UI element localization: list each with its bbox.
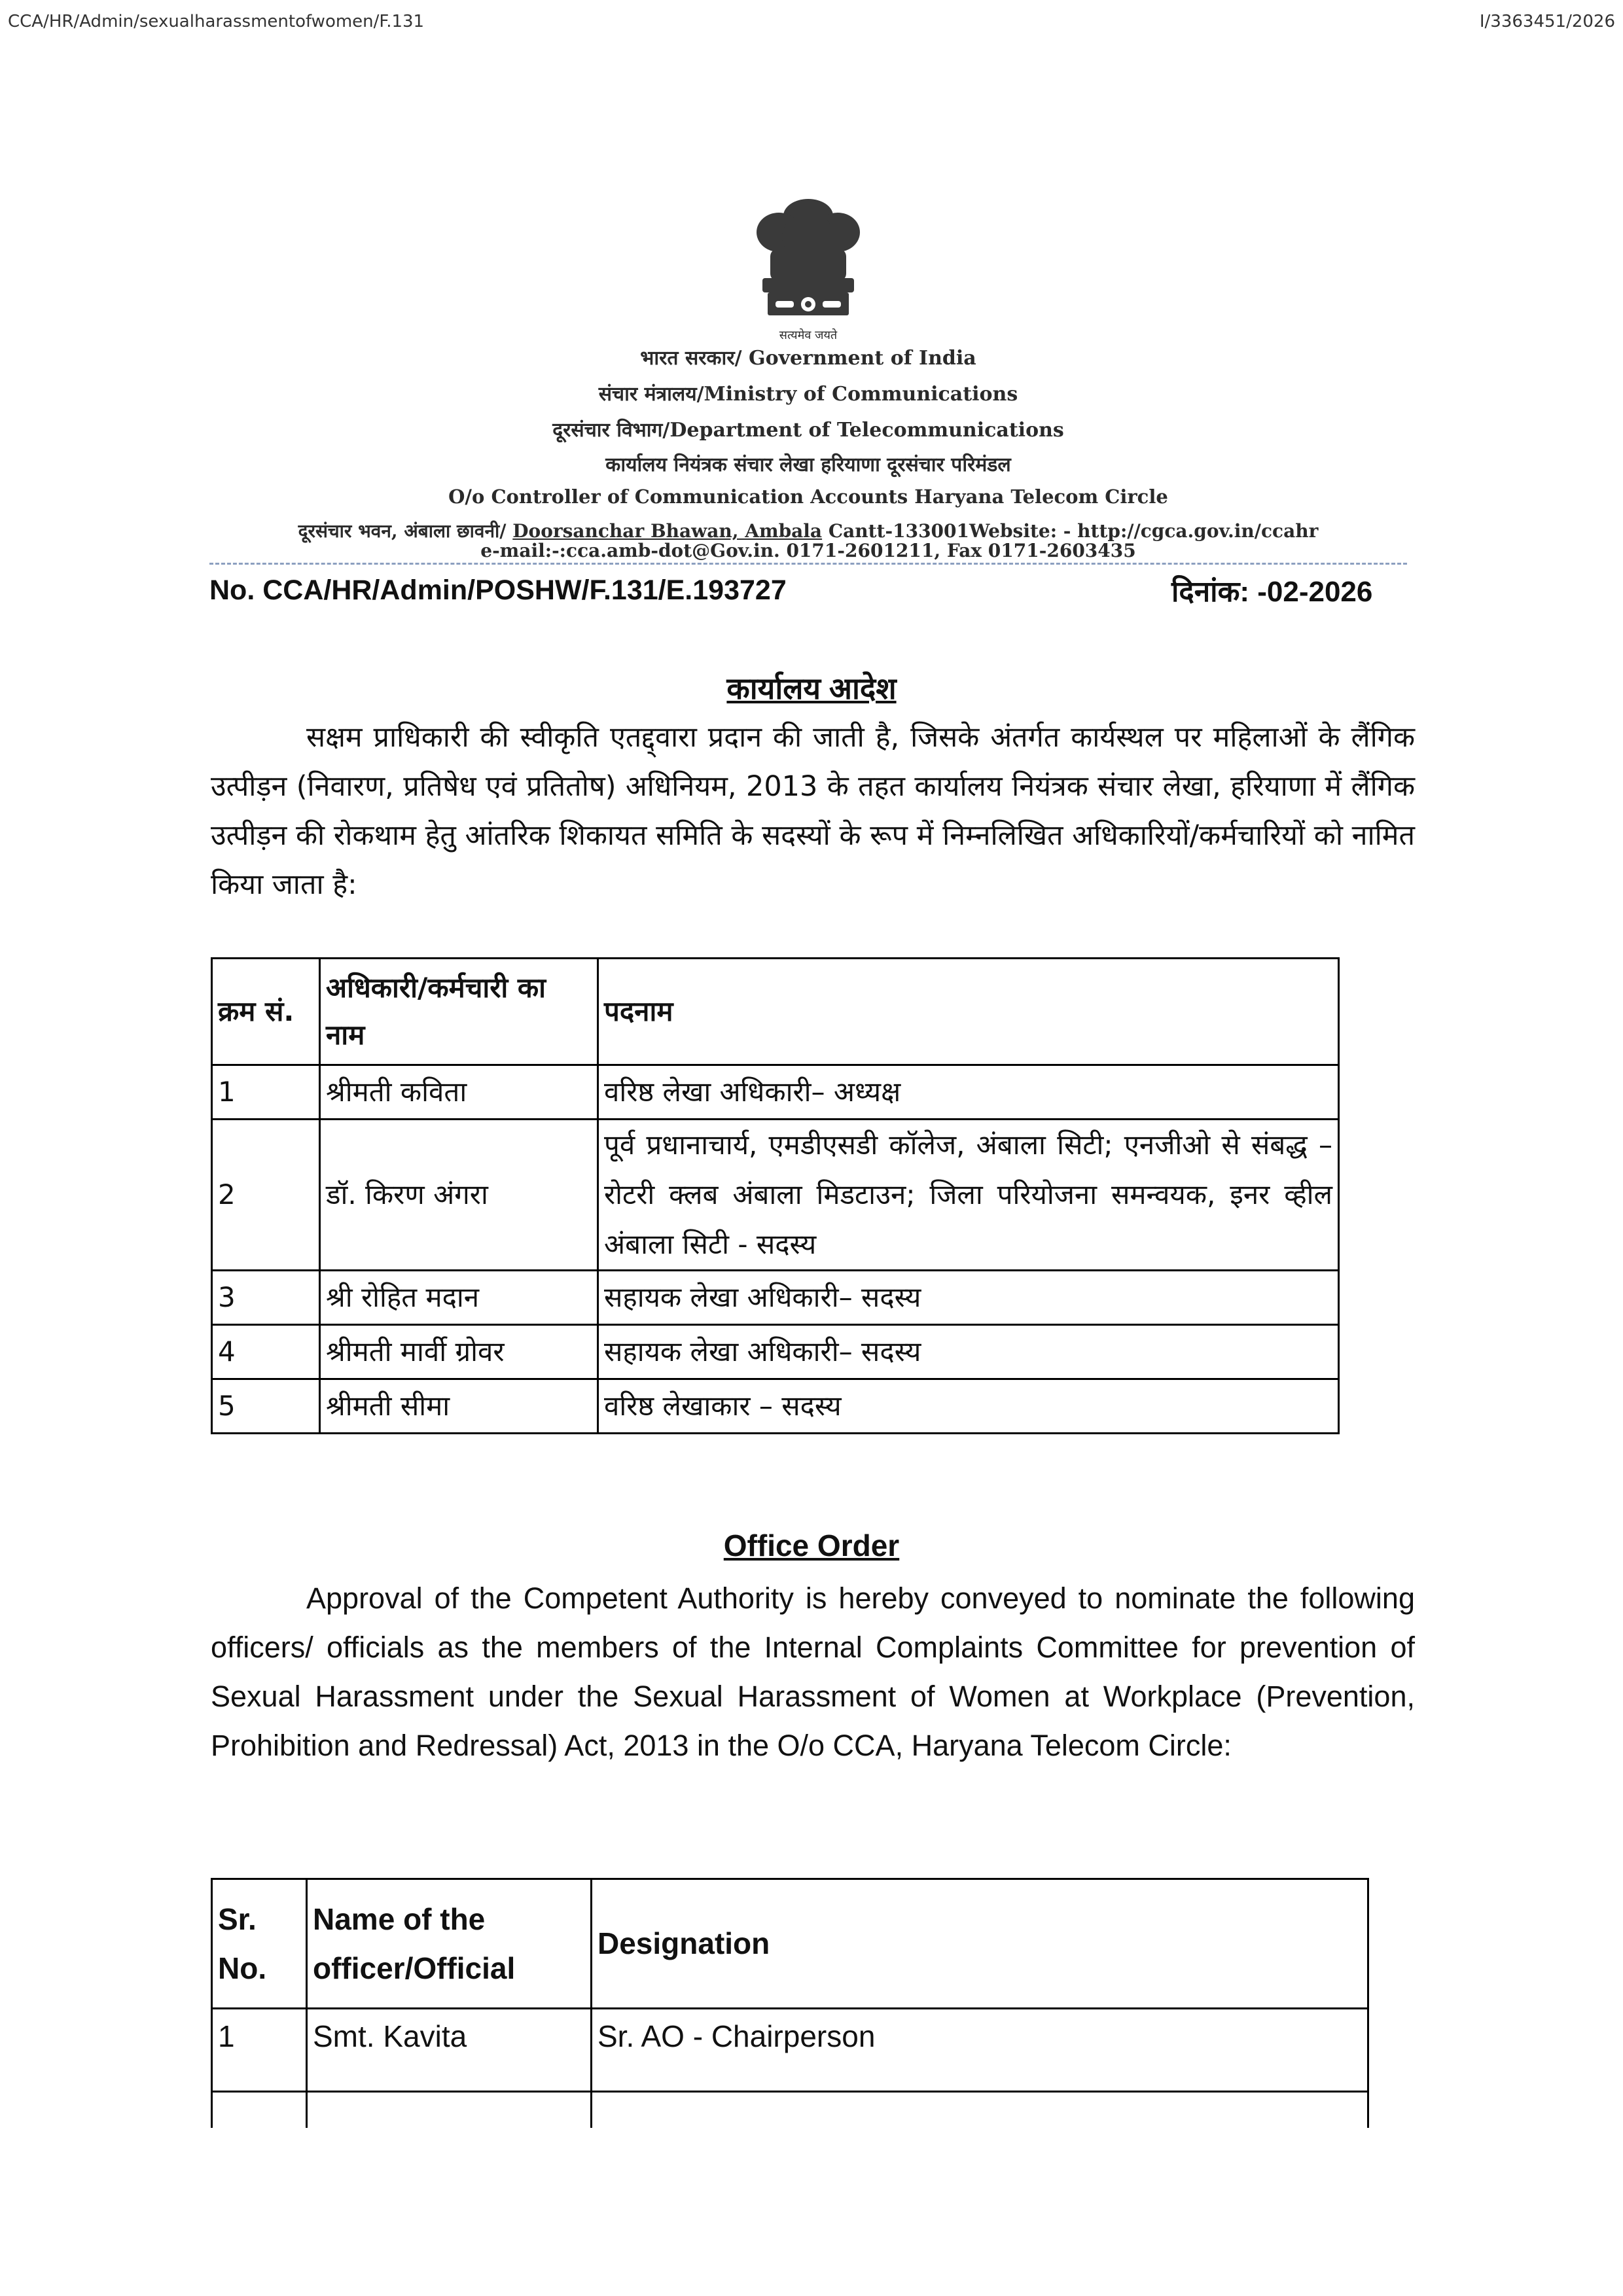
letterhead-office-english: O/o Controller of Communication Accounts Haryana Telecom Circle (448, 486, 1168, 508)
designation-cell: पूर्व प्रधानाचार्य, एमडीएसडी कॉलेज, अंबाला सिटी; एनजीओ से संबद्ध – रोटरी क्लब अंबाला मिडटाउन; जिला परियोजना समन्वयक, इनर व्हील अंबाला सिटी - सदस्य (598, 1120, 1339, 1271)
name-cell: श्रीमती कविता (320, 1065, 598, 1120)
designation-cell: सहायक लेखा अधिकारी– सदस्य (598, 1271, 1339, 1325)
table-row (212, 2009, 1368, 2092)
column-header: Name of the officer/Official (307, 1879, 592, 2009)
file-reference: CCA/HR/Admin/sexualharassmentofwomen/F.131 (8, 12, 425, 31)
letterhead-department: दूरसंचार विभाग/Department of Telecommunications (552, 419, 1064, 442)
column-header: Sr. No. (212, 1879, 307, 2009)
sr-cell: 2 (212, 1120, 320, 1271)
address-link: Doorsanchar Bhawan, Ambala (512, 520, 823, 542)
sr-cell: 3 (212, 1271, 320, 1325)
hindi-committee-table (211, 957, 1340, 1434)
letterhead-office-hindi: कार्यालय नियंत्रक संचार लेखा हरियाणा दूरसंचार परिमंडल (605, 453, 1011, 476)
designation-cell: Sr. AO - Chairperson (592, 2009, 1368, 2092)
empty-cell (592, 2092, 1368, 2128)
column-header: Designation (592, 1879, 1368, 2009)
hindi-paragraph: सक्षम प्राधिकारी की स्वीकृति एतद्द्वारा प्रदान की जाती है, जिसके अंतर्गत कार्यस्थल पर महिलाओं के लैंगिक उत्पीड़न (निवारण, प्रतिषेध एवं प्रतितोष) अधिनियम, 2013 के तहत कार्यालय नियंत्रक संचार लेखा, हरियाणा में लैंगिक उत्पीड़न की रोकथाम हेतु आंतरिक शिकायत समिति के सदस्यों के रूप में निम्नलिखित अधिकारियों/कर्मचारियों को नामित किया जाता है: (211, 721, 1415, 901)
english-heading: Office Order (723, 1528, 900, 1563)
hindi-heading: कार्यालय आदेश (726, 671, 897, 705)
table-row (212, 1325, 1339, 1379)
name-cell: श्रीमती मार्वी ग्रोवर (320, 1325, 598, 1379)
english-paragraph: Approval of the Competent Authority is hereby conveyed to nominate the following officers/ officials as the members of the Internal Complaints Committee for prevention of Sexual Harassment under the Sexual Harassment of Women at Workplace (Prevention, Prohibition and Redressal) Act, 2013 in the O/o CCA, Haryana Telecom Circle: (211, 1581, 1415, 1762)
emblem-motto: सत्यमेव जयते (779, 328, 838, 342)
sr-cell: 4 (212, 1325, 320, 1379)
document-id: I/3363451/2026 (1479, 12, 1615, 31)
letterhead-ministry: संचार मंत्रालय/Ministry of Communications (598, 383, 1018, 406)
table-row (212, 1379, 1339, 1434)
table-row-continued (212, 2092, 1368, 2128)
column-header: क्रम सं. (212, 959, 320, 1065)
address-website: Cantt-133001Website: - http://cgca.gov.in/ccahr (822, 520, 1319, 542)
table-row (212, 1065, 1339, 1120)
letterhead (209, 196, 1407, 563)
table-row (212, 1271, 1339, 1325)
designation-cell: वरिष्ठ लेखा अधिकारी– अध्यक्ष (598, 1065, 1339, 1120)
name-cell: Smt. Kavita (307, 2009, 592, 2092)
designation-cell: वरिष्ठ लेखाकार – सदस्य (598, 1379, 1339, 1434)
empty-cell (307, 2092, 592, 2128)
table-header-row (212, 1879, 1368, 2009)
letterhead-divider (209, 563, 1407, 565)
column-header: अधिकारी/कर्मचारी का नाम (320, 959, 598, 1065)
name-cell: डॉ. किरण अंगरा (320, 1120, 598, 1271)
sr-cell: 1 (212, 2009, 307, 2092)
table-row (212, 1120, 1339, 1271)
column-header: पदनाम (598, 959, 1339, 1065)
order-date: दिनांक: -02-2026 (1171, 576, 1373, 608)
ashoka-emblem-icon (710, 196, 906, 334)
address-hindi: दूरसंचार भवन, अंबाला छावनी/ (298, 520, 513, 542)
name-cell: श्री रोहित मदान (320, 1271, 598, 1325)
order-number: No. CCA/HR/Admin/POSHW/F.131/E.193727 (209, 574, 787, 606)
sr-cell: 5 (212, 1379, 320, 1434)
designation-cell: सहायक लेखा अधिकारी– सदस्य (598, 1325, 1339, 1379)
empty-cell (212, 2092, 307, 2128)
name-cell: श्रीमती सीमा (320, 1379, 598, 1434)
letterhead-government: भारत सरकार/ Government of India (640, 347, 976, 370)
english-committee-table (211, 1878, 1369, 2128)
table-header-row (212, 959, 1339, 1065)
letterhead-contact: e-mail:-:cca.amb-dot@Gov.in. 0171-2601211, Fax 0171-2603435 (480, 540, 1136, 561)
sr-cell: 1 (212, 1065, 320, 1120)
